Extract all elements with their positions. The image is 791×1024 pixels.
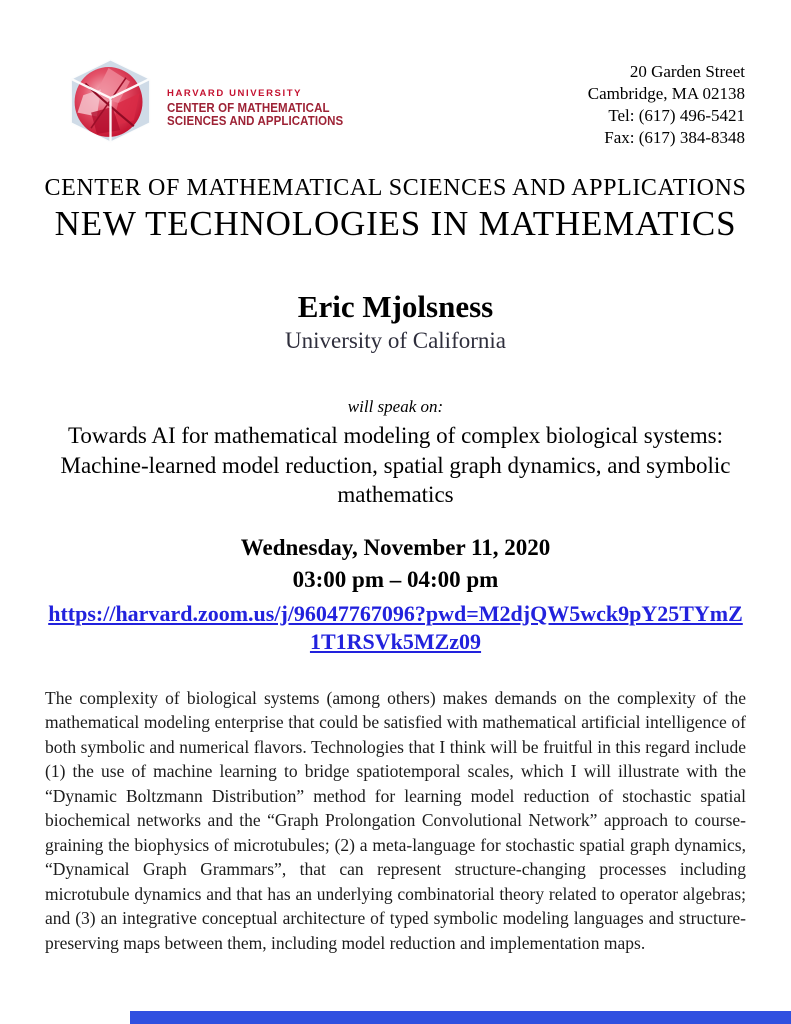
talk-title: Towards AI for mathematical modeling of complex biological systems: Machine-learned model reduction, spatial graph dynamics, and symbolic mathematics	[60, 423, 731, 508]
footer-accent-bar	[130, 1011, 791, 1024]
speaker-block	[0, 289, 791, 354]
seminar-series-heading	[0, 175, 791, 244]
cmsa-cube-logo-icon	[62, 56, 159, 146]
talk-abstract: The complexity of biological systems (among others) makes demands on the complexity of the mathematical modeling enterprise that could be satisfied with mathematical artificial intelligence of both symbolic and numerical flavors. Technologies that I think will be fruitful in this regard include (1) the use of machine learning to bridge spatiotemporal scales, which I will illustrate with the “Dynamic Boltzmann Distribution” method for learning model reduction of stochastic spatial biochemical networks and the “Graph Prolongation Convolutional Network” approach to course-graining the biophysics of microtubules; (2) a meta-language for stochastic spatial graph dynamics, “Dynamical Graph Grammars”, that can represent structure-changing processes including microtubule dynamics and that has an underlying combinatorial theory related to operator algebras; and (3) an integrative conceptual architecture of typed symbolic modeling languages and structure-preserving maps between them, including model reduction and implementation maps.	[45, 687, 746, 953]
event-date: Wednesday, November 11, 2020	[240, 534, 551, 560]
header	[0, 0, 791, 149]
logo-brand-line: HARVARD UNIVERSITY	[167, 88, 303, 99]
event-time: 03:00 pm – 04:00 pm	[292, 566, 499, 592]
speaker-affiliation: University of California	[284, 328, 506, 354]
logo-sub-line2: SCIENCES AND APPLICATIONS	[167, 114, 344, 128]
contact-address-block	[588, 61, 745, 149]
cmsa-logo	[62, 56, 359, 146]
address-city: Cambridge, MA 02138	[587, 84, 745, 104]
talk-lead-in: will speak on:	[347, 397, 444, 417]
center-name-title: CENTER OF MATHEMATICAL SCIENCES AND APPLICATIONS	[44, 175, 747, 202]
address-tel: Tel: (617) 496-5421	[608, 106, 745, 126]
speaker-name: Eric Mjolsness	[297, 289, 494, 325]
seminar-series-title: NEW TECHNOLOGIES IN MATHEMATICS	[54, 204, 737, 244]
zoom-meeting-link[interactable]: https://harvard.zoom.us/j/96047767096?pwd=M2djQW5wck9pY25TYmZ1T1RSVk5MZz09	[48, 600, 743, 655]
talk-block	[0, 397, 791, 509]
logo-sub-line1: CENTER OF MATHEMATICAL	[167, 100, 330, 115]
cmsa-logo-text	[167, 89, 359, 129]
address-fax: Fax: (617) 384-8348	[604, 128, 745, 148]
address-street: 20 Garden Street	[629, 62, 745, 81]
event-details	[0, 535, 791, 657]
